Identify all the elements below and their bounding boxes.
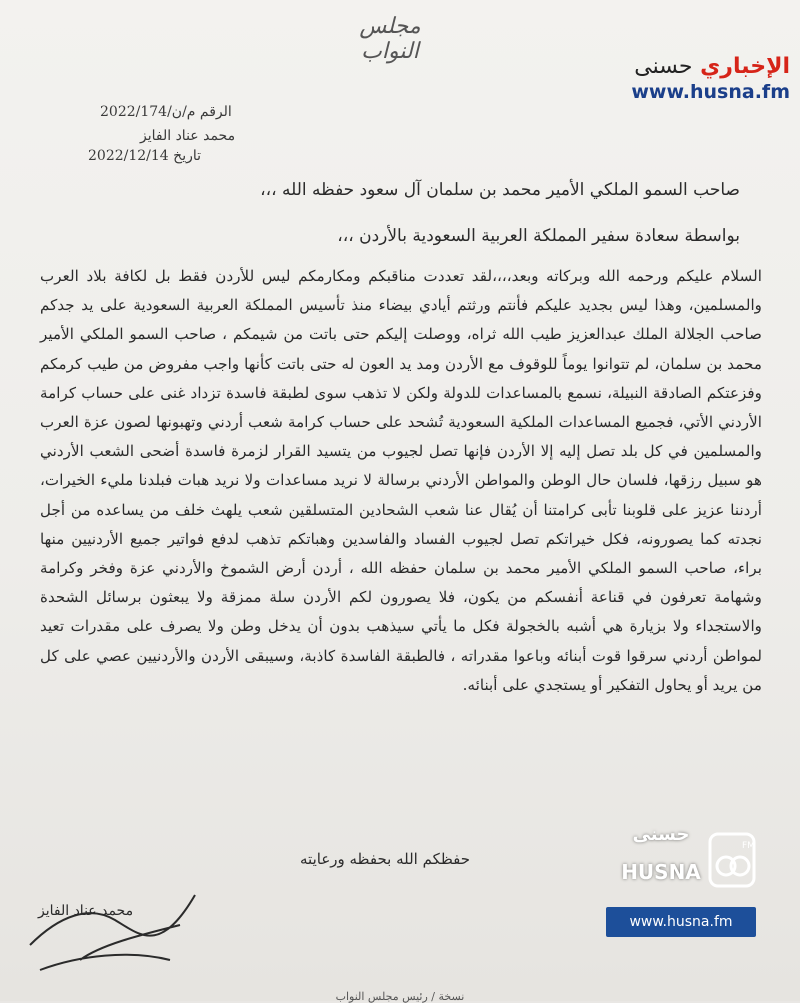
letter-body: السلام عليكم ورحمه الله وبركاته وبعد،،،،لقد تعددت مناقبكم ومكارمكم ليس للأردن فقط بل لكافة بلاد العرب والمسلمين، وهذا ليس بجديد عليكم فأنتم ورثتم أيادي بيضاء منذ تأسيس المملكة العربية السعودية على يد جدكم صاحب الجلالة الملك عبدالعزيز طيب الله ثراه، ووصلت إليكم حتى باتت من شيمكم ، صاحب السمو الملكي الأمير محمد بن سلمان، لم تتوانوا يوماً للوقوف مع الأردن ومد يد العون له حتى باتت كأنها واجب مفروض من طيب كرمكم وفزعتكم الصادقة النبيلة، نسمع بالمساعدات للدولة ولكن لا تذهب سوى لطبقة فاسدة تزداد غنى على حساب كرامة الأردني الأتي، فجميع المساعدات الملكية السعودية تُشحد على حساب كرامة شعب أردني وتهبونها لصون عزة العرب والمسلمين في كل بلد تصل إليه إلا الأردن فإنها تصل لجيوب من يتسيد القرار لزمرة فاسدة أضحى الشعب الأردني هو سبيل رزقها، فلسان حال الوطن والمواطن الأردني برسالة لا نريد مساعدات ولا نريد هبات فبلدنا مليء الخيرات، أردننا عزيز على قلوبنا تأبى كرامتنا أن يُقال عنا شعب الشحادين المتسلقين شعب يلهث خلف من يساعده من أجل نجدته كما يصورونه، فكل خيراتكم تصل لجيوب الفساد والفاسدين وهباتكم تذهب لدفع فواتير جميع الأردنيين منها براء، صاحب السمو الملكي الأمير محمد بن سلمان حفظه الله ، أردن أرض الشموخ والأردني عزة وفخر وكرامة وشهامة تعرفون في قناعة أنفسكم من يكون، فلا يصورون لكم الأردن سلة ممزقة ولا يبعثون برسائل الشحدة والاستجداء ولا بزيارة هي أشبه بالخجولة فكل ما يأتي سيذهب بدون أن يدخل وطن ولا يصرف على مقدرات تعيد لمواطن أردني سرقوا قوت أبنائه وباعوا مقدراته ، فالطبقة الفاسدة كاذبة، وسيبقى الأردن والأردنيين عصي على كل من يريد أو يحاول التفكير أو يستجدي على أبنائه. [40,267,762,694]
signature-name: محمد عناد الفايز [38,903,134,919]
husna-logo [606,820,756,900]
letter-date: تاريخ 2022/12/14 [88,148,202,164]
signature-scribble [20,875,210,985]
footer-copy-note: نسخة / رئيس مجلس النواب [335,990,465,1003]
brand-url: www.husna.fm [631,81,790,103]
sender-name-top: محمد عناد الفايز [140,128,236,144]
letterhead-title: مجلس النواب [359,14,421,64]
via-line: بواسطة سعادة سفير المملكة العربية السعودية بالأردن ،،، [337,226,740,246]
addressee-line: صاحب السمو الملكي الأمير محمد بن سلمان آل سعود حفظه الله ،،، [260,180,740,200]
fm-radio-icon [708,832,756,888]
brand-watermark-top [631,54,790,103]
svg-text:FM: FM [742,841,755,851]
brand-arabic-name: حسنى [634,54,693,79]
reference-number: الرقم م/ن/2022/174 [100,104,232,120]
brand-name [631,54,790,79]
brand-word: الإخباري [700,54,790,79]
husna-url-banner[interactable]: www.husna.fm [606,907,756,937]
closing-line: حفظكم الله بحفظه ورعايته [300,850,471,868]
logo-arabic-text: حسنى [632,824,690,845]
logo-latin-text: HUSNA [621,860,701,884]
